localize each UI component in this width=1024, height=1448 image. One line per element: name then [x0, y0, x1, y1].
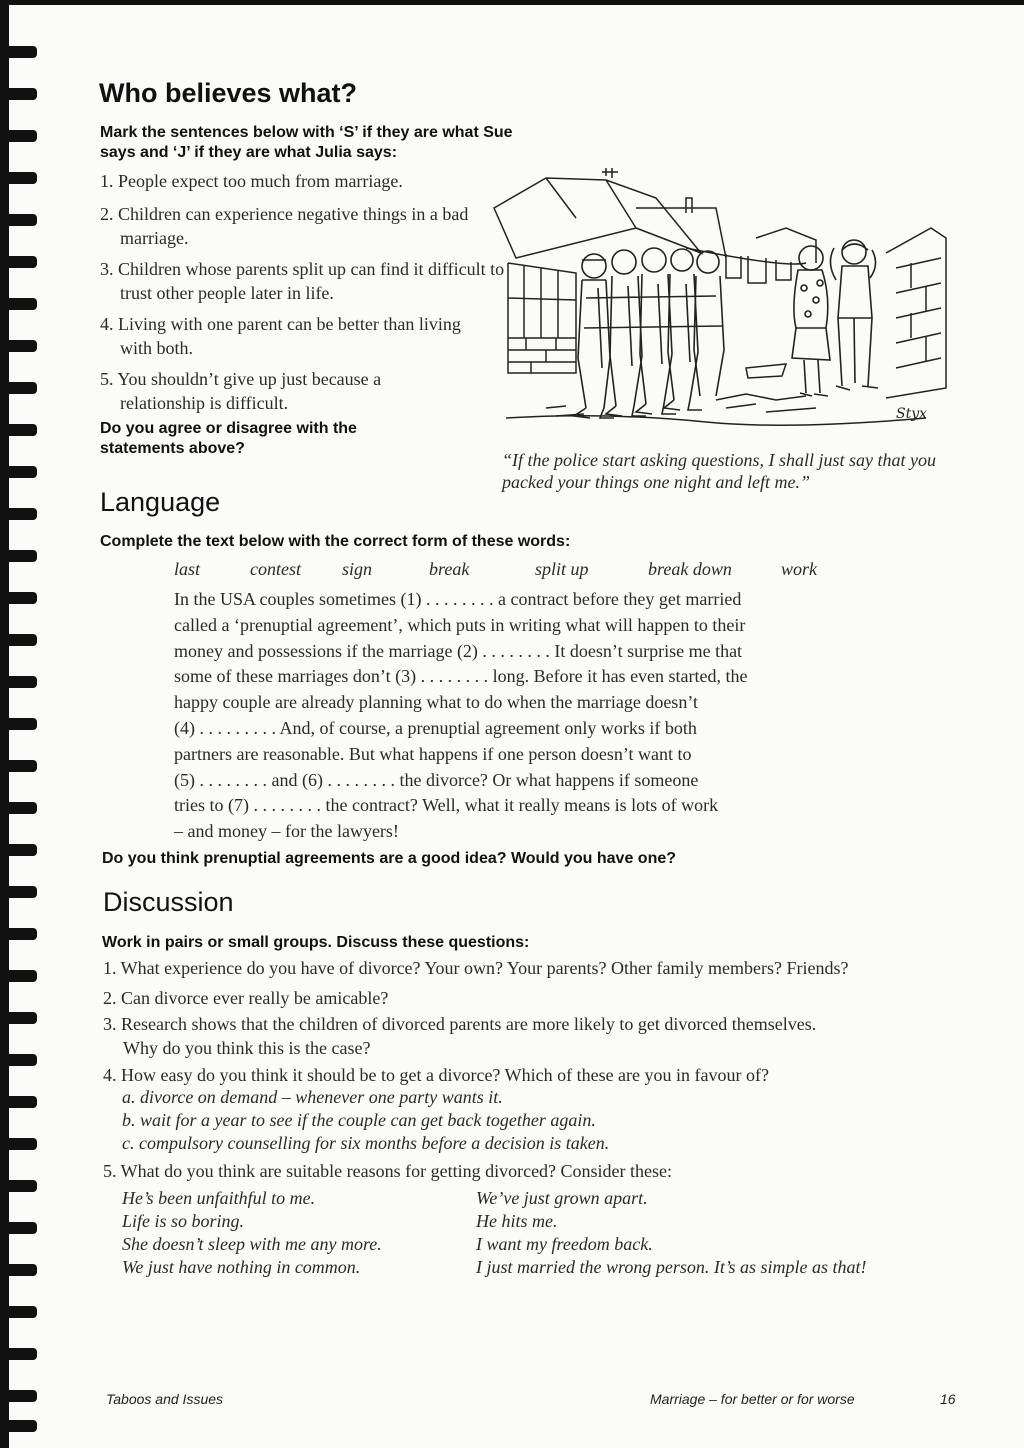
binding-ring [9, 802, 37, 814]
reason-item: She doesn’t sleep with me any more. [122, 1234, 382, 1254]
binding-ring [9, 550, 37, 562]
option-c: c. compulsory counselling for six months before a decision is taken. [122, 1133, 610, 1153]
reason-item: He’s been unfaithful to me. [122, 1188, 316, 1208]
binding-ring [9, 340, 37, 352]
cartoon-illustration [486, 168, 956, 440]
question-4-options [122, 1086, 922, 1155]
reason-item: Life is so boring. [122, 1211, 245, 1231]
binding-ring [9, 424, 37, 436]
statement-2: 2. Children can experience negative things in a bad marriage. [100, 204, 469, 248]
binding-ring [9, 844, 37, 856]
text-line: – and money – for the lawyers! [174, 821, 399, 842]
binding-ring [9, 970, 37, 982]
cartoon-signature: Styx [896, 406, 928, 422]
text-line: partners are reasonable. But what happens if one person doesn’t want to [174, 743, 692, 764]
text-line: (4) . . . . . . . . . And, of course, a prenuptial agreement only works if both [174, 717, 697, 738]
question-3: 3. Research shows that the children of divorced parents are more likely to get divorced themselves. [103, 1014, 817, 1034]
discussion-heading: Discussion [103, 887, 234, 917]
binding-ring [9, 928, 37, 940]
reason-item: We just have nothing in common. [122, 1257, 361, 1277]
text-line: called a ‘prenuptial agreement’, which puts in writing what will happen to their [174, 614, 746, 635]
binding-ring [9, 634, 37, 646]
binding-ring [9, 1222, 37, 1234]
binding-ring [9, 676, 37, 688]
reason-item: We’ve just grown apart. [476, 1188, 648, 1208]
binding-ring [9, 1420, 37, 1432]
text-line: tries to (7) . . . . . . . . the contract? Well, what it really means is lots of work [174, 795, 719, 816]
binding-ring [9, 1096, 37, 1108]
reasons-right [476, 1187, 976, 1279]
statement-1: 1. People expect too much from marriage. [100, 171, 403, 191]
binding-ring [9, 592, 37, 604]
footer-unit-title: Marriage – for better or for worse [650, 1391, 855, 1407]
page-number: 16 [940, 1391, 956, 1407]
language-instruction: Complete the text below with the correct form of these words: [100, 533, 571, 550]
statement-5: 5. You shouldn’t give up just because a relationship is difficult. [100, 369, 382, 413]
binding-ring [9, 130, 37, 142]
binding-ring [9, 466, 37, 478]
word-bank-item: work [781, 559, 817, 579]
question-3-continued: Why do you think this is the case? [123, 1038, 371, 1058]
intro-instruction: Mark the sentences below with ‘S’ if they are what Sue says and ‘J’ if they are what Julia says: [100, 124, 513, 161]
question-1: 1. What experience do you have of divorce? Your own? Your parents? Other family members? Friends? [103, 958, 849, 978]
footer-book-title: Taboos and Issues [106, 1391, 224, 1407]
binding-ring [9, 46, 37, 58]
binding-ring [9, 1054, 37, 1066]
language-heading: Language [100, 487, 221, 517]
language-followup: Do you think prenuptial agreements are a good idea? Would you have one? [102, 850, 677, 867]
page-title: Who believes what? [99, 78, 358, 108]
binding-ring [9, 172, 37, 184]
question-4: 4. How easy do you think it should be to get a divorce? Which of these are you in favour of? [103, 1065, 769, 1085]
binding-ring [9, 1264, 37, 1276]
reason-item: He hits me. [476, 1211, 558, 1231]
binding-ring [9, 1012, 37, 1024]
word-bank-item: split up [535, 559, 589, 579]
statement-3: 3. Children whose parents split up can find it difficult to trust other people later in life. [100, 259, 505, 303]
binding-ring [9, 718, 37, 730]
text-line: (5) . . . . . . . . and (6) . . . . . . . . the divorce? Or what happens if someone [174, 769, 699, 790]
binding-ring [9, 1306, 37, 1318]
binding-ring [9, 382, 37, 394]
discussion-instruction: Work in pairs or small groups. Discuss these questions: [102, 934, 530, 951]
binding-ring [9, 1138, 37, 1150]
binding-ring [9, 1348, 37, 1360]
cartoon-caption: “If the police start asking questions, I shall just say that you packed your things one night and left me.” [502, 450, 936, 492]
binding-spine [0, 0, 9, 1448]
text-line: In the USA couples sometimes (1) . . . . . . . . a contract before they get married [174, 589, 742, 609]
word-bank-item: break [429, 559, 470, 579]
binding-ring [9, 508, 37, 520]
option-b: b. wait for a year to see if the couple can get back together again. [122, 1110, 596, 1130]
binding-ring [9, 760, 37, 772]
text-line: money and possessions if the marriage (2) . . . . . . . . It doesn’t surprise me that [174, 640, 743, 661]
option-a: a. divorce on demand – whenever one party wants it. [122, 1087, 503, 1107]
text-line: happy couple are already planning what to do when the marriage doesn’t [174, 692, 698, 713]
reasons-left [122, 1187, 462, 1279]
word-bank-item: sign [342, 559, 373, 579]
binding-ring [9, 256, 37, 268]
binding-ring [9, 214, 37, 226]
binding-ring [9, 1180, 37, 1192]
word-bank-item: break down [648, 559, 732, 579]
reason-item: I want my freedom back. [476, 1234, 653, 1254]
page-top-edge [0, 0, 1024, 5]
binding-ring [9, 88, 37, 100]
agree-question: Do you agree or disagree with the statements above? [100, 420, 357, 457]
word-bank-item: contest [250, 559, 301, 579]
binding-ring [9, 1390, 37, 1402]
binding-ring [9, 886, 37, 898]
question-2: 2. Can divorce ever really be amicable? [103, 988, 389, 1008]
binding-ring [9, 298, 37, 310]
spiral-binding [0, 0, 40, 1448]
word-bank-item: last [174, 559, 201, 579]
question-5: 5. What do you think are suitable reasons for getting divorced? Consider these: [103, 1161, 673, 1181]
reason-item: I just married the wrong person. It’s as simple as that! [476, 1257, 867, 1277]
text-line: some of these marriages don’t (3) . . . . . . . . long. Before it has even started, the [174, 666, 748, 687]
gap-fill-text [174, 587, 864, 845]
statement-4: 4. Living with one parent can be better than living with both. [100, 314, 461, 358]
